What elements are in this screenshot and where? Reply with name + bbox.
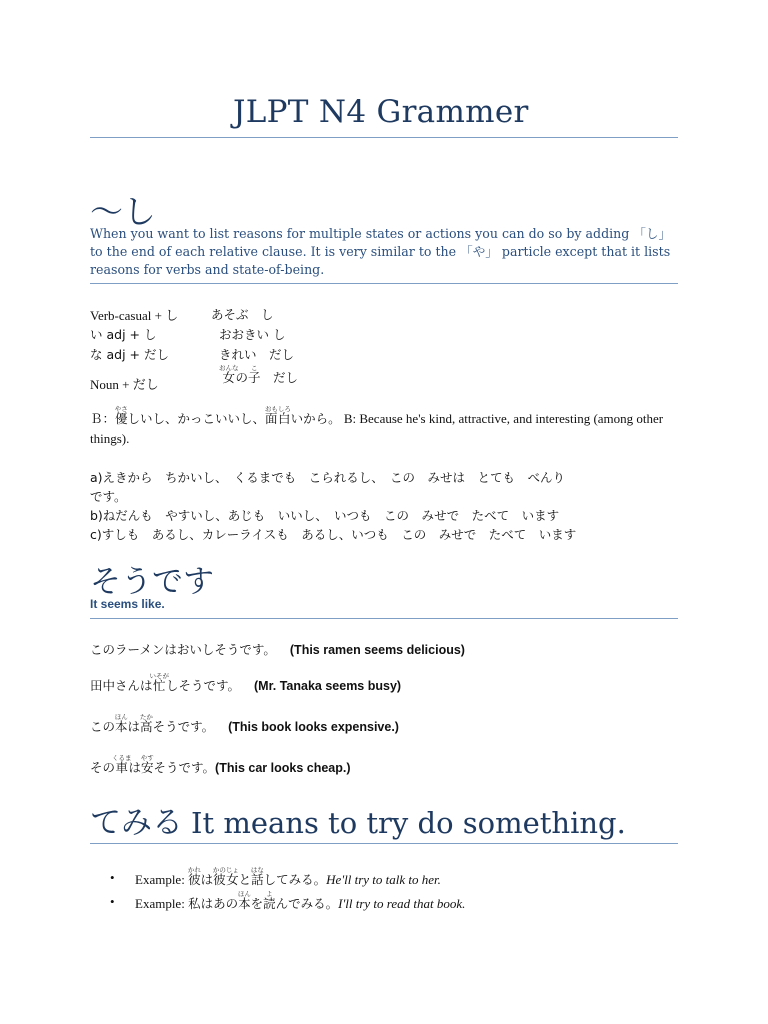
section-divider-shi (90, 283, 678, 284)
section-divider-sou (90, 618, 678, 619)
section-heading-shi: ～し (90, 192, 156, 231)
example-row-1: あそぶ し (211, 307, 274, 322)
example-bullet-list (110, 866, 670, 914)
title-divider (90, 137, 678, 138)
section-caption-sou: It seems like. (90, 597, 165, 611)
list-item: • Example: 私はあの本ほんを読よんでみる。I'll try to read that book. (110, 890, 466, 911)
form-row-2: い adj + し (90, 327, 157, 342)
example-c: c)すしも あるし、カレーライスも あるし、いつも この みせで たべて います (90, 527, 577, 542)
form-row-3: な adj + だし (90, 347, 169, 362)
example-row-2: おおきい し (219, 327, 286, 342)
example-b: b)ねだんも やすいし、あじも いいし、 いつも この みせで たべて います (90, 508, 560, 523)
sou-sentence-3: この本ほんは高たかそうです。 (This book looks expensive.) (90, 713, 399, 734)
ruby-ko: 子こ (248, 364, 261, 385)
section-heading-temiru: てみる It means to try do something. (90, 805, 626, 841)
form-row-1: Verb-casual + し (90, 308, 179, 323)
sou-sentence-4: その車くるまは安やすそうです。(This car looks cheap.) (90, 754, 351, 775)
example-row-4: 女おんなの子こ だし (219, 364, 299, 385)
bullet-icon: • (110, 894, 115, 909)
example-a: a)えきから ちかいし、 くるまでも こられるし、 この みせは とても べんり (90, 470, 566, 485)
section-description-shi: When you want to list reasons for multiple states or actions you can do so by adding 「し」 to the end of each relative clause. It is very similar to the 「や」 particle except that it lists reasons for verbs and state-of-being. (90, 226, 672, 277)
section-heading-sou: そうです (90, 564, 214, 600)
sample-sentence-shi: Ｂ：優やさしいし、かっこいいし、面白おもしろいから。 B: Because he's kind, attractive, and interesting (among other things). (90, 405, 664, 446)
ruby-onna: 女おんな (219, 364, 239, 385)
example-list-shi (90, 468, 678, 544)
document-title: JLPT N4 Grammer (233, 94, 529, 130)
form-row-4: Noun + だし (90, 377, 159, 392)
list-item: • Example: 彼かれは彼女かのじょと話はなしてみる。He'll try to talk to her. (110, 866, 441, 887)
section-divider-temiru (90, 843, 678, 844)
bullet-icon: • (110, 870, 115, 885)
example-row-3: きれい だし (219, 347, 295, 362)
sou-sentence-2: 田中さんは忙いそがしそうです。 (Mr. Tanaka seems busy) (90, 672, 402, 693)
sou-sentence-1: このラーメンはおいしそうです。 (This ramen seems delicious) (90, 642, 465, 657)
example-a-cont: です。 (90, 489, 127, 504)
